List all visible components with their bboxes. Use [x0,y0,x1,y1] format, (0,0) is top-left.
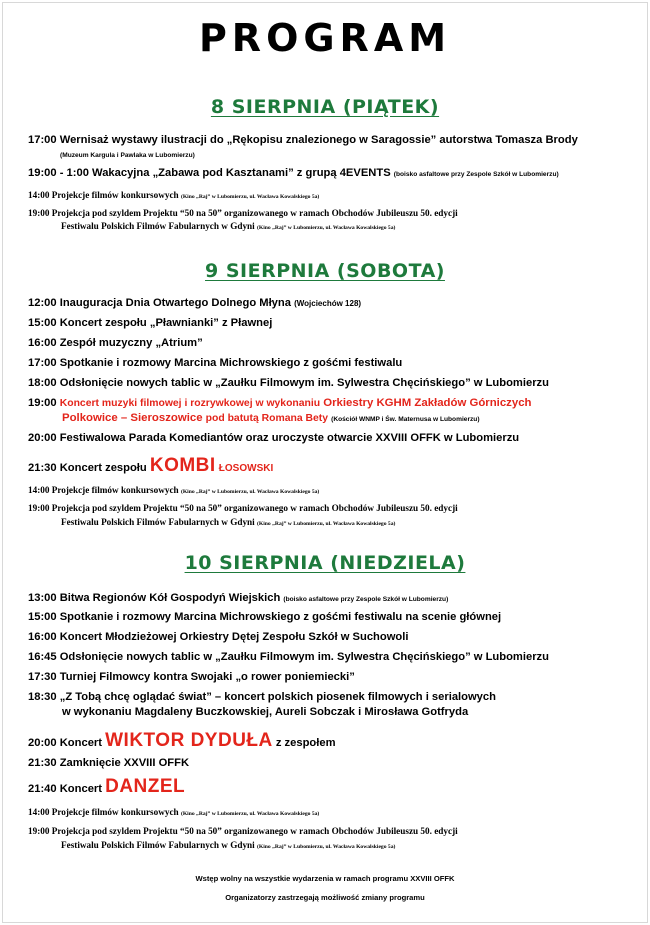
event-row [28,296,633,311]
event-text: 21:30 Koncert zespołu [28,462,147,474]
event-highlight: Koncert muzyki filmowej i rozrywkowej w wykonaniu [59,398,321,409]
event-row [28,376,633,391]
performer-name: DANZEL [105,776,186,797]
event-row [28,610,633,625]
event-location: (boisko asfaltowe przy Zespole Szkół w Lubomierzu) [393,171,559,178]
event-row [28,630,633,645]
event-location: (Wojciechów 128) [294,299,362,308]
event-row-continued [62,411,632,427]
performer-name: KOMBI [149,455,216,476]
event-text: 17:30 Turniej Filmowcy kontra Swojaki „o rower poniemiecki” [28,671,355,683]
event-row [28,690,633,705]
event-text: 16:00 Koncert Młodzieżowej Orkiestry Dętej Zespołu Szkół w Suchowoli [28,631,409,643]
event-location: (Kino „Raj” w Lubomierzu, ul. Wacława Kowalskiego 5a) [180,489,320,495]
event-row [28,729,633,755]
event-text: 19:00 - 1:00 Wakacyjna „Zabawa pod Kasztanami” z grupą 4EVENTS [28,167,391,179]
event-row [28,207,633,220]
event-text: 20:00 Festiwalowa Parada Komediantów oraz uroczyste otwarcie XXVIII OFFK w Lubomierzu [28,432,520,444]
event-row [28,756,633,771]
event-row [28,356,633,371]
event-row [28,431,633,446]
page-title: PROGRAM [198,16,452,60]
day-heading-2: 9 SIERPNIA (SOBOTA) [205,260,445,282]
event-text: 15:00 Koncert zespołu „Pławnianki” z Pławnej [28,317,273,329]
event-text: 15:00 Spotkanie i rozmowy Marcina Michrowskiego z gośćmi festiwalu na scenie głównej [28,611,502,623]
event-text: 14:00 Projekcje filmów konkursowych [28,807,179,817]
event-row [28,825,633,838]
event-row-continued [28,516,633,531]
event-text: 19:00 Projekcja pod szyldem Projektu “50 na 50” organizowanego w ramach Obchodów Jubileuszu 50. edycji [28,503,458,513]
event-text: 21:30 Zamknięcie XXVIII OFFK [28,757,190,769]
event-row [28,670,633,685]
footer-note: Wstęp wolny na wszystkie wydarzenia w ramach programu XXVIII OFFK [195,874,455,883]
event-row [28,316,633,331]
event-text: 18:30 „Z Tobą chcę oglądać świat” – koncert polskich piosenek filmowych i serialowych [28,691,496,703]
event-text: 19:00 Projekcja pod szyldem Projektu “50 na 50” organizowanego w ramach Obchodów Jubileuszu 50. edycji [28,826,458,836]
event-text: Festiwalu Polskich Filmów Fabularnych w Gdyni [61,840,255,850]
event-text: z zespołem [275,737,336,749]
footer-disclaimer: Organizatorzy zastrzegają możliwość zmiany programu [225,893,425,902]
event-text: 21:40 Koncert [28,783,102,795]
event-location: (Kościół WNMP i Św. Maternusa w Lubomierzu) [331,416,480,423]
event-text: 12:00 Inauguracja Dnia Otwartego Dolnego Młyna [28,297,291,309]
event-location: (Muzeum Kargula i Pawlaka w Lubomierzu) [60,152,195,159]
event-row [28,484,633,499]
event-text: 17:00 Spotkanie i rozmowy Marcina Michrowskiego z gośćmi festiwalu [28,357,403,369]
event-highlight: Polkowice – Sieroszowice [62,412,203,424]
event-row-continued [28,839,633,854]
event-row [28,775,633,801]
performer-name-suffix: ŁOSOWSKI [218,463,274,474]
event-highlight: pod batutą Romana Bety [205,413,329,424]
event-row [28,166,633,182]
event-row [28,454,633,481]
day-heading-3: 10 SIERPNIA (NIEDZIELA) [184,552,466,574]
event-location: (boisko asfaltowe przy Zespole Szkół w Lubomierzu) [283,596,449,603]
event-text: 19:00 Projekcja pod szyldem Projektu “50 na 50” organizowanego w ramach Obchodów Jubileuszu 50. edycji [28,208,458,218]
event-row-continued [62,705,632,720]
event-row-continued [28,220,633,235]
event-text: Festiwalu Polskich Filmów Fabularnych w Gdyni [61,221,255,231]
event-row [28,806,633,821]
event-row [28,133,633,148]
event-row [28,189,633,204]
event-text: Festiwalu Polskich Filmów Fabularnych w Gdyni [61,517,255,527]
event-text: 16:45 Odsłonięcie nowych tablic w „Zaułku Filmowym im. Sylwestra Chęcińskiego” w Lubomierzu [28,651,549,663]
event-row [28,502,633,515]
event-time: 19:00 [28,397,57,409]
event-location: (Kino „Raj” w Lubomierzu, ul. Wacława Kowalskiego 5a) [257,225,396,231]
event-text: 17:00 Wernisaż wystawy ilustracji do „Rękopisu znalezionego w Saragossie” autorstwa Tomasza Brody [28,134,578,146]
day-heading-1: 8 SIERPNIA (PIĄTEK) [210,96,440,118]
event-text: 13:00 Bitwa Regionów Kół Gospodyń Wiejskich [28,592,281,604]
event-location: (Kino „Raj” w Lubomierzu, ul. Wacława Kowalskiego 5a) [180,194,320,200]
event-text: 14:00 Projekcje filmów konkursowych [28,485,179,495]
event-row [28,650,633,665]
event-highlight: Orkiestry KGHM Zakładów Górniczych [323,397,532,409]
event-location: (Kino „Raj” w Lubomierzu, ul. Wacława Kowalskiego 5a) [257,844,396,850]
event-row [28,591,633,607]
event-text: 14:00 Projekcje filmów konkursowych [28,190,179,200]
event-text: 16:00 Zespół muzyczny „Atrium” [28,337,203,349]
event-row [28,336,633,351]
event-row [28,396,633,411]
event-text: 18:00 Odsłonięcie nowych tablic w „Zaułku Filmowym im. Sylwestra Chęcińskiego” w Lubomierzu [28,377,549,389]
event-location: (Kino „Raj” w Lubomierzu, ul. Wacława Kowalskiego 5a) [180,811,320,817]
event-location: (Kino „Raj” w Lubomierzu, ul. Wacława Kowalskiego 5a) [257,521,396,527]
event-text: w wykonaniu Magdaleny Buczkowskiej, Aureli Sobczak i Mirosława Gotfryda [62,706,469,718]
event-text: 20:00 Koncert [28,737,102,749]
performer-name: WIKTOR DYDUŁA [105,730,273,751]
